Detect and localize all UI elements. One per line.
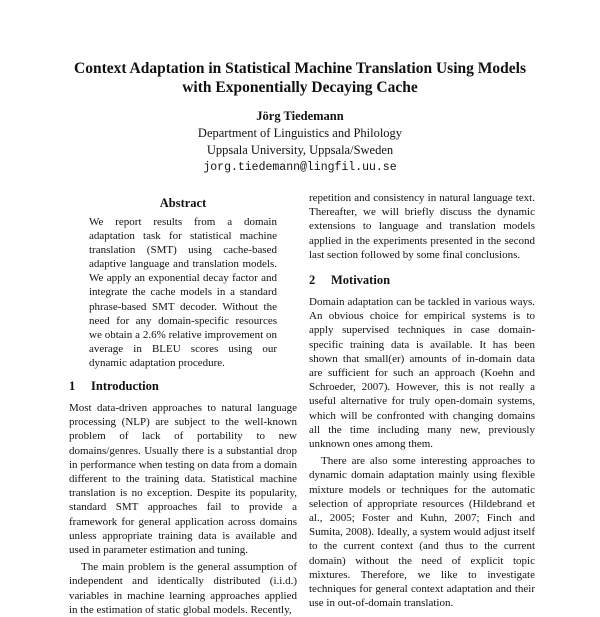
author-email: jorg.tiedemann@lingfil.uu.se [203, 161, 397, 174]
section-heading-introduction [69, 378, 297, 394]
continuation-paragraph: repetition and consistency in natural language text. Thereafter, we will briefly discuss the dynamic extensions to language and translation models applied in the experiments presented in the second last section followed by some final conclusions. [309, 192, 535, 261]
author-department: Department of Linguistics and Philology [197, 126, 403, 140]
section-title: Introduction [91, 379, 159, 394]
motivation-paragraph-2: There are also some interesting approaches to dynamic domain adaptation mainly using flexible mixture models or techniques for the automatic selection of appropriate resources (Hildebrand et al., 2005; Foster and Kuhn, 2007; Finch and Sumita, 2008). Ideally, a system would adjust itself to the current context (and thus to the current domain) without the need of explicit topic mixtures. Therefore, we like to investigate techniques for general context adaptation and their use in out-of-domain translation. [309, 455, 535, 610]
paper-title: Context Adaptation in Statistical Machine Translation Using Models with Exponentially Decaying Cache [74, 60, 526, 96]
abstract-text: We report results from a domain adaptation task for statistical machine translation (SMT) using cache-based adaptive language and translation models. We apply an exponential decay factor and integrate the cache models in a standard phrase-based SMT decoder. Without the need for any domain-specific resources we obtain a 2.6% relative improvement on average in BLEU scores using our dynamic adaptation procedure. [89, 216, 277, 369]
left-column [69, 196, 297, 617]
abstract-heading: Abstract [159, 196, 207, 210]
right-column [309, 191, 535, 610]
section-number: 1 [69, 379, 76, 394]
author-block [100, 108, 500, 176]
section-heading-motivation [309, 272, 535, 288]
introduction-paragraph-2: The main problem is the general assumption of independent and identically distributed (i.i.d.) variables in machine learning approaches applied in the estimation of static global models. Recently, [69, 561, 297, 616]
motivation-paragraph-1: Domain adaptation can be tackled in various ways. An obvious choice for empirical systems is to apply supervised techniques in case domain-specific training data is available. It has been shown that small(er) amounts of in-domain data are sufficient for such an approach (Koehn and Schroeder, 2007). However, this is not really a useful alternative for truly open-domain systems, which will be confronted with changing domains all the time including many new, previously unknown ones among them. [309, 296, 535, 451]
introduction-paragraph-1: Most data-driven approaches to natural language processing (NLP) are subject to the well-known problem of lack of portability to new domains/genres. Usually there is a substantial drop in performance when testing on data from a domain different to the training data. Statistical machine translation is no exception. Despite its popularity, standard SMT approaches fail to provide a framework for general application across domains unless appropriate training data is available and used in parameter estimation and tuning. [69, 402, 297, 557]
author-name: Jörg Tiedemann [256, 109, 344, 123]
section-title: Motivation [331, 273, 391, 288]
author-university: Uppsala University, Uppsala/Sweden [206, 143, 394, 157]
section-number: 2 [309, 273, 316, 288]
